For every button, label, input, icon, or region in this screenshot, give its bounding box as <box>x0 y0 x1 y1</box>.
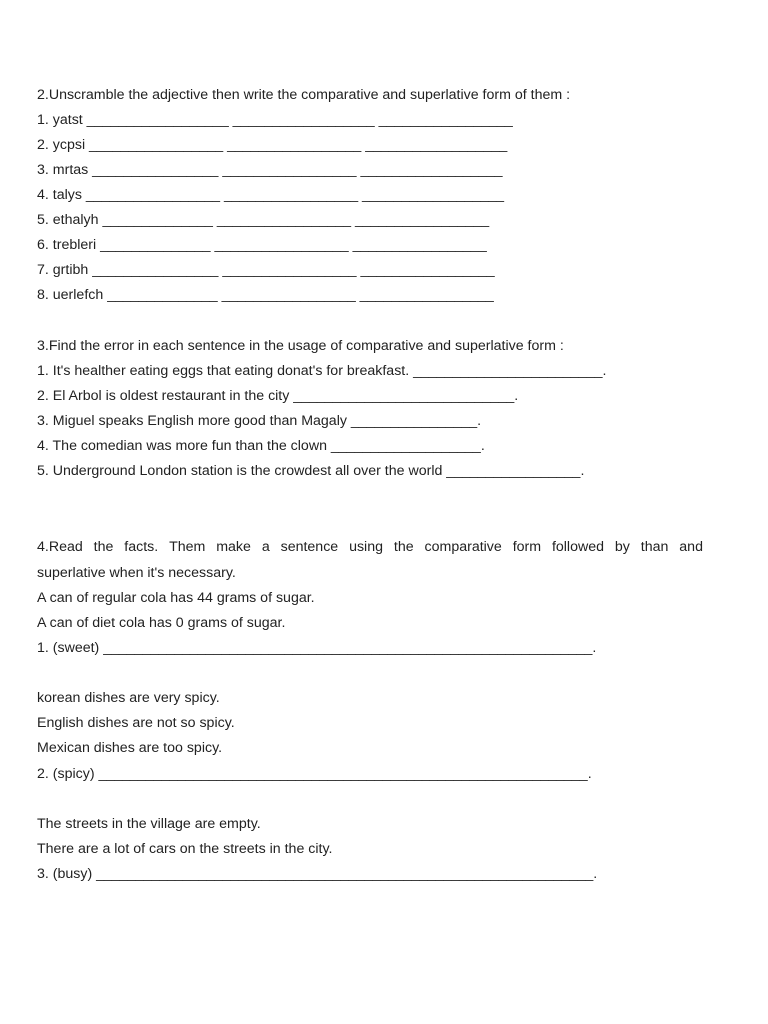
unscramble-item-5: 5. ethalyh ______________ _________________ _________________ <box>37 212 490 228</box>
intro-word: followed <box>551 539 605 555</box>
busy-prompt: 3. (busy) _______________________________________________________________. <box>37 866 598 882</box>
intro-word: by <box>614 539 630 555</box>
error-item-1: 1. It's healther eating eggs that eating donat's for breakfast. ________________________. <box>37 363 607 379</box>
intro-word: facts. <box>124 539 159 555</box>
fact-line: A can of regular cola has 44 grams of sugar. <box>37 590 315 606</box>
section-3-title: 3.Find the error in each sentence in the usage of comparative and superlative form : <box>37 338 564 354</box>
fact-line: A can of diet cola has 0 grams of sugar. <box>37 615 286 631</box>
intro-word: a <box>261 539 270 555</box>
section-2-title: 2.Unscramble the adjective then write the comparative and superlative form of them : <box>37 87 571 103</box>
section-4-intro-line-2: superlative when it's necessary. <box>37 565 236 581</box>
error-item-2: 2. El Arbol is oldest restaurant in the city ____________________________. <box>37 388 519 404</box>
intro-word: the <box>93 539 114 555</box>
fact-line: Mexican dishes are too spicy. <box>37 740 223 756</box>
error-item-5: 5. Underground London station is the crowdest all over the world _________________. <box>37 463 585 479</box>
unscramble-item-3: 3. mrtas ________________ _________________ __________________ <box>37 162 503 178</box>
unscramble-item-4: 4. talys _________________ _________________ __________________ <box>37 187 505 203</box>
unscramble-item-7: 7. grtibh ________________ _________________ _________________ <box>37 262 495 278</box>
section-4-intro <box>37 535 703 560</box>
intro-word: and <box>679 539 703 555</box>
intro-word: comparative <box>424 539 502 555</box>
fact-line: korean dishes are very spicy. <box>37 690 220 706</box>
sweet-prompt: 1. (sweet) ______________________________________________________________. <box>37 640 597 656</box>
error-item-4: 4. The comedian was more fun than the clown ___________________. <box>37 438 485 454</box>
unscramble-item-6: 6. trebleri ______________ _________________ _________________ <box>37 237 487 253</box>
intro-word: 4.Read <box>37 539 83 555</box>
fact-line: There are a lot of cars on the streets in the city. <box>37 841 333 857</box>
unscramble-item-8: 8. uerlefch ______________ _________________ _________________ <box>37 287 494 303</box>
fact-line: English dishes are not so spicy. <box>37 715 235 731</box>
intro-word: form <box>512 539 542 555</box>
unscramble-item-1: 1. yatst __________________ __________________ _________________ <box>37 112 513 128</box>
spicy-prompt: 2. (spicy) ______________________________________________________________. <box>37 766 592 782</box>
error-item-3: 3. Miguel speaks English more good than Magaly ________________. <box>37 413 482 429</box>
intro-word: make <box>216 539 251 555</box>
intro-word: sentence <box>280 539 339 555</box>
intro-word: Them <box>169 539 206 555</box>
intro-word: than <box>640 539 669 555</box>
intro-word: using <box>349 539 383 555</box>
fact-line: The streets in the village are empty. <box>37 816 261 832</box>
unscramble-item-2: 2. ycpsi _________________ _________________ __________________ <box>37 137 508 153</box>
intro-word: the <box>393 539 414 555</box>
